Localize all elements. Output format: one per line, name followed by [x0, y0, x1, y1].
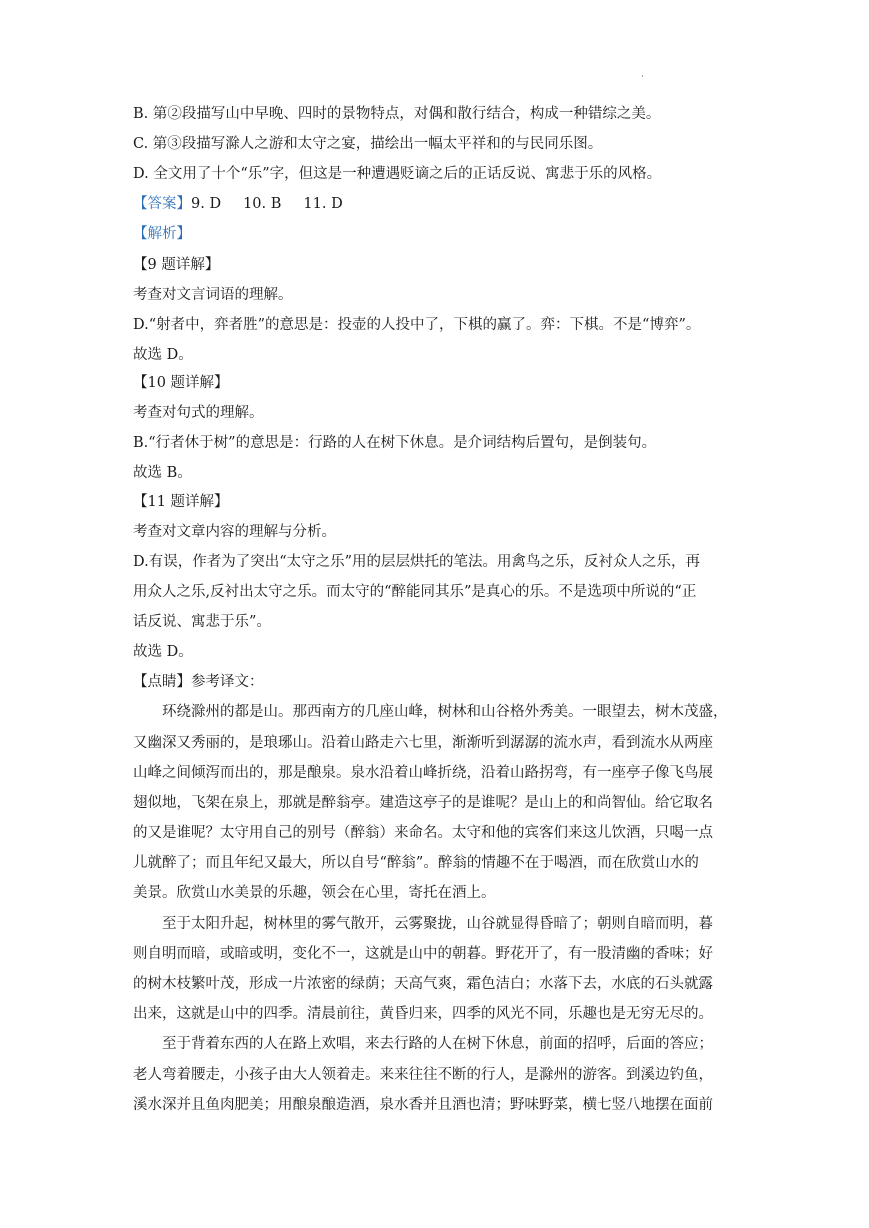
translation-p1-line: 山峰之间倾泻而出的，那是酿泉。泉水沿着山峰折绕，沿着山路拐弯，有一座亭子像飞鸟展: [133, 765, 713, 781]
translation-p1-line: 的又是谁呢？太守用自己的别号（醉翁）来命名。太守和他的宾客们来这儿饮酒，只喝一点: [133, 825, 713, 841]
translation-p1-line: 又幽深又秀丽的，是琅琊山。沿着山路走六七里，渐渐听到潺潺的流水声，看到流水从两座: [133, 735, 713, 751]
translation-p2-line: 则自明而暗，或暗或明，变化不一，这就是山中的朝暮。野花开了，有一股清幽的香味；好: [133, 946, 713, 962]
translation-p1-line: 环绕滁州的都是山。那西南方的几座山峰，树林和山谷格外秀美。一眼望去，树木茂盛，: [162, 704, 728, 720]
q10-line-1: 考查对句式的理解。: [133, 405, 264, 421]
translation-p2-line: 出来，这就是山中的四季。清晨前往，黄昏归来，四季的风光不同，乐趣也是无穷无尽的。: [133, 1006, 713, 1022]
q11-line-2: D.有误，作者为了突出“太守之乐”用的层层烘托的笔法。用禽鸟之乐，反衬众人之乐，再: [133, 554, 701, 570]
q10-line-3: 故选 B。: [133, 465, 192, 481]
q11-line-1: 考查对文章内容的理解与分析。: [133, 524, 336, 540]
translation-p1-line: 翅似地，飞架在泉上，那就是醉翁亭。建造这亭子的是谁呢？是山上的和尚智仙。给它取名: [133, 795, 713, 811]
option-d: D. 全文用了十个“乐”字，但这是一种遭遇贬谪之后的正话反说、寓悲于乐的风格。: [133, 166, 662, 182]
option-b: B. 第②段描写山中早晚、四时的景物特点，对偶和散行结合，构成一种错综之美。: [133, 106, 661, 122]
option-c: C. 第③段描写滁人之游和太守之宴，描绘出一幅太平祥和的与民同乐图。: [133, 136, 603, 152]
q9-line-3: 故选 D。: [133, 347, 193, 363]
header-mark: ·: [641, 72, 644, 82]
translation-p2-line: 的树木枝繁叶茂，形成一片浓密的绿荫；天高气爽，霜色洁白；水落下去，水底的石头就露: [133, 976, 713, 992]
answer-10: 10. B: [243, 196, 282, 212]
answer-label: 【答案】: [133, 196, 191, 212]
analysis-label: 【解析】: [133, 226, 191, 242]
translation-p2-line: 至于太阳升起，树林里的雾气散开，云雾聚拢，山谷就显得昏暗了；朝则自暗而明，暮: [162, 916, 713, 932]
answer-11: 11. D: [303, 196, 343, 212]
translation-p1-line: 儿就醉了；而且年纪又最大，所以自号“醉翁”。醉翁的情趣不在于喝酒，而在欣赏山水的: [133, 855, 699, 871]
q10-line-2: B.“行者休于树”的意思是：行路的人在树下休息。是介词结构后置句，是倒装句。: [133, 435, 657, 451]
answer-9: 9. D: [191, 196, 222, 212]
translation-p3-line: 老人弯着腰走，小孩子由大人领着走。来来往往不断的行人，是滁州的游客。到溪边钓鱼，: [133, 1067, 713, 1083]
translation-p1-line: 美景。欣赏山水美景的乐趣，领会在心里，寄托在酒上。: [133, 885, 496, 901]
q9-heading: 【9 题详解】: [133, 257, 220, 273]
answer-line: [133, 194, 743, 214]
q11-line-5: 故选 D。: [133, 644, 193, 660]
q10-heading: 【10 题详解】: [133, 375, 229, 391]
dianjing-heading: 【点睛】参考译文：: [133, 674, 264, 690]
translation-p3-line: 溪水深并且鱼肉肥美；用酿泉酿造酒，泉水香并且酒也清；野味野菜，横七竖八地摆在面前: [133, 1097, 713, 1113]
q9-line-2: D.“射者中，弈者胜”的意思是：投壶的人投中了，下棋的赢了。弈：下棋。不是“博弈”。: [133, 317, 701, 333]
q11-line-3: 用众人之乐,反衬出太守之乐。而太守的“醉能同其乐”是真心的乐。不是选项中所说的“正: [133, 584, 697, 600]
translation-p3-line: 至于背着东西的人在路上欢唱，来去行路的人在树下休息，前面的招呼，后面的答应；: [162, 1036, 713, 1052]
q11-line-4: 话反说、寓悲于乐”。: [133, 614, 271, 630]
q11-heading: 【11 题详解】: [133, 494, 229, 510]
q9-line-1: 考查对文言词语的理解。: [133, 287, 293, 303]
